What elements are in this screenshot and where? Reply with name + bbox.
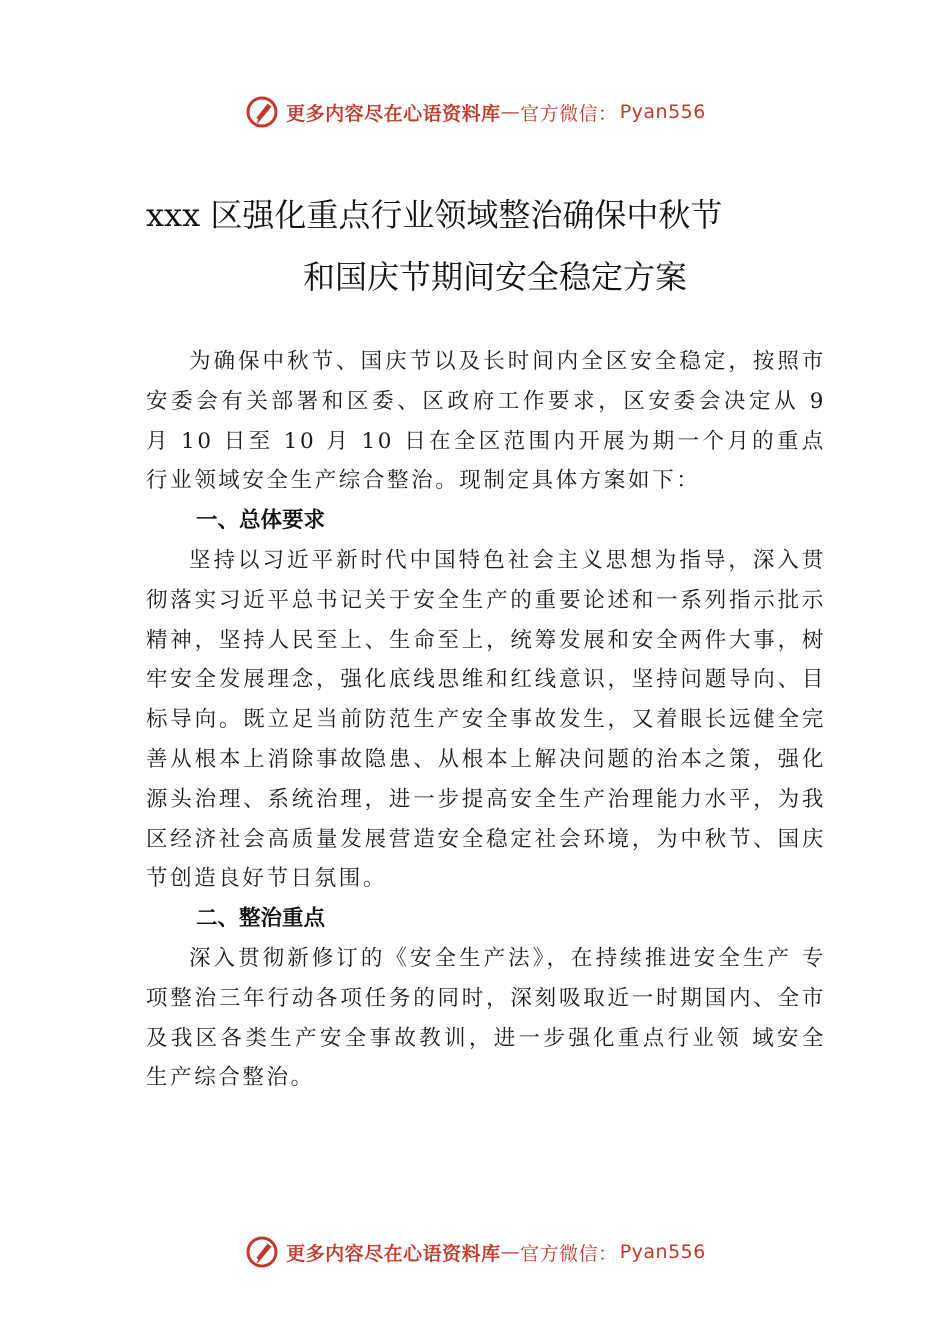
banner-separator: — bbox=[500, 1241, 521, 1263]
banner-wechat-id: Pyan556 bbox=[619, 101, 706, 123]
document-body bbox=[146, 342, 826, 1098]
pen-logo-icon bbox=[244, 94, 280, 130]
footer-banner bbox=[0, 1232, 950, 1272]
banner-wechat-id: Pyan556 bbox=[619, 1241, 706, 1263]
section2-paragraph: 深入贯彻新修订的《安全生产法》，在持续推进安全生产 专项整治三年行动各项任务的同时，深刻吸取近一时期国内、全市及我区各类生产安全事故教训，进一步强化重点行业领 域安全生产综合整治。 bbox=[146, 945, 826, 1091]
banner-separator: — bbox=[500, 101, 521, 123]
pen-logo-icon bbox=[244, 1234, 280, 1270]
banner-lead-text: 更多内容尽在心语资料库 bbox=[286, 1242, 501, 1265]
section1-paragraph: 坚持以习近平新时代中国特色社会主义思想为指导，深入贯彻落实习近平总书记关于安全生产的重要论述和一系列指示批示精神，坚持人民至上、生命至上，统筹发展和安全两件大事，树牢安全发展理念，强化底线思维和红线意识，坚持问题导向、目标导向。既立足当前防范生产安全事故发生，又着眼长远健全完善从根本上消除事故隐患、从根本上解决问题的治本之策，强化源头治理、系统治理，进一步提高安全生产治理能力水平，为我区经济社会高质量发展营造安全稳定社会环境，为中秋节、国庆节创造良好节日氛围。 bbox=[146, 547, 826, 892]
banner-lead-text: 更多内容尽在心语资料库 bbox=[286, 102, 501, 125]
document-title-line1: xxx 区强化重点行业领域整治确保中秋节 bbox=[146, 196, 723, 234]
intro-paragraph: 为确保中秋节、国庆节以及长时间内全区安全稳定，按照市安委会有关部署和区委、区政府工作要求，区安委会决定从 9 月 10 日至 10 月 10 日在全区范围内开展为期一个月的重点行业领域安全生产综合整治。现制定具体方案如下： bbox=[146, 349, 826, 494]
section2-heading: 二、整治重点 bbox=[196, 906, 326, 932]
header-banner bbox=[0, 92, 950, 132]
document-title-line2: 和国庆节期间安全稳定方案 bbox=[302, 258, 687, 296]
banner-wechat-label: 官方微信： bbox=[520, 1242, 618, 1265]
section1-heading: 一、总体要求 bbox=[196, 508, 326, 534]
banner-wechat-label: 官方微信： bbox=[520, 102, 618, 125]
